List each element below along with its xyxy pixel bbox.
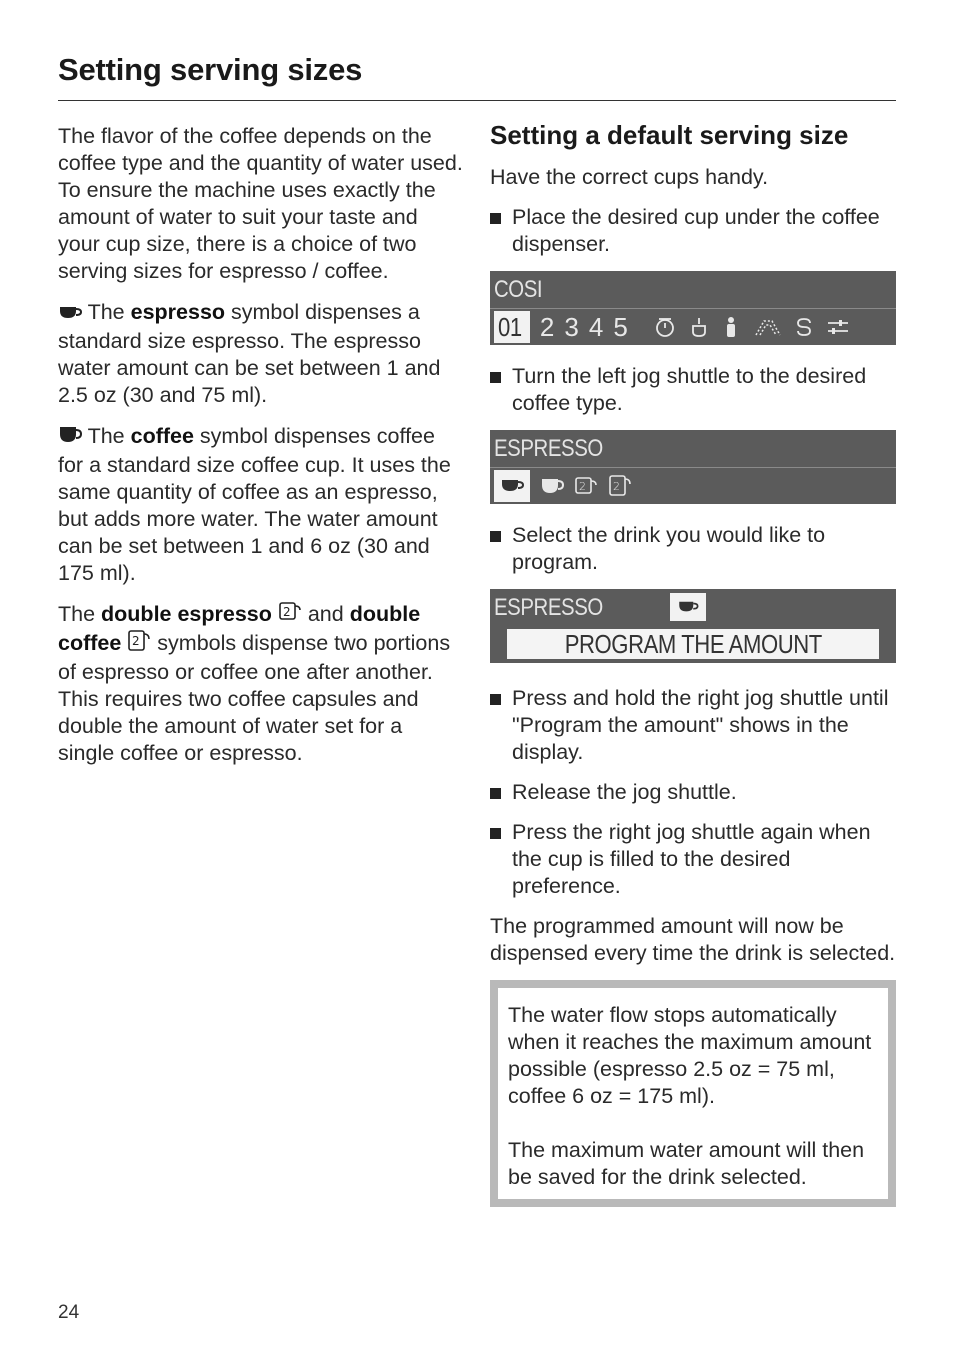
double-espresso-icon [278, 601, 302, 630]
espresso-selected-icon [670, 593, 706, 621]
step-select-drink: Select the drink you would like to program. [490, 522, 896, 576]
step-turn-left-shuttle: Turn the left jog shuttle to the desired coffee type. [490, 363, 896, 417]
display-top-row [490, 589, 896, 625]
cups-instruction: Have the correct cups handy. [490, 165, 769, 189]
note-box [490, 980, 896, 1207]
note-paragraph-2: The maximum water amount will then be saved for the drink selected. [508, 1138, 865, 1189]
svg-text:2: 2 [282, 605, 291, 619]
espresso-term: espresso [130, 300, 226, 324]
left-column [58, 123, 464, 781]
display-espresso [490, 430, 896, 504]
page-number: 24 [58, 1302, 80, 1323]
step-press-hold: Press and hold the right jog shuttle until "Program the amount" shows in the display. [490, 685, 896, 766]
display-title-row [490, 271, 896, 308]
svg-text:2: 2 [132, 634, 140, 648]
double-coffee-icon [127, 630, 151, 659]
steam-icon [794, 317, 814, 337]
coffee-icon [540, 476, 564, 496]
double-paragraph: The double espresso 2 and double coffee 2 symbols dispense two portions of espresso or coffee one after another. This requires two coffee capsules and double the amount of water set for a single coffee or espresso. [58, 602, 451, 765]
display-message-row [490, 625, 896, 663]
result-paragraph: The programmed amount will now be dispensed every time the drink is selected. [490, 914, 896, 965]
display-title: ESPRESSO [494, 593, 603, 621]
step-release: Release the jog shuttle. [490, 779, 896, 806]
timer-icon [654, 316, 676, 338]
espresso-paragraph: The espresso symbol dispenses a standard size espresso. The espresso water amount can be set between 1 and 2.5 oz (30 and 75 ml). [58, 300, 441, 407]
page-title: Setting serving sizes [58, 52, 363, 87]
double-coffee-term: double coffee [58, 602, 421, 655]
person-icon [724, 316, 738, 338]
display-drink-row [490, 467, 896, 504]
menu-item-5: 5 [613, 311, 628, 342]
coffee-paragraph: The coffee symbol dispenses coffee for a standard size coffee cup. It uses the same quantity of coffee as an espresso, but adds more water. The water amount can be set between 1 and 6 oz (30 and 175 ml). [58, 424, 451, 585]
double-espresso-icon [574, 475, 598, 497]
coffee-term: coffee [130, 424, 194, 448]
svg-text:2: 2 [579, 480, 586, 493]
display-cosi [490, 271, 896, 345]
display-program [490, 589, 896, 663]
espresso-cup-icon [58, 301, 82, 328]
cup-icon [690, 316, 708, 338]
rinse-icon [754, 317, 782, 337]
selected-item-01: 01 [494, 311, 530, 343]
display-menu-row [490, 308, 896, 345]
display-title-row [490, 430, 896, 467]
svg-text:2: 2 [613, 480, 620, 493]
display-title: ESPRESSO [494, 435, 603, 462]
display-title: COSI [494, 276, 543, 303]
double-espresso-term: double espresso [101, 602, 272, 626]
title-divider [58, 100, 896, 101]
note-paragraph-1: The water flow stops automatically when it reaches the maximum amount possible (espresso 2.5 oz = 75 ml, coffee 6 oz = 175 ml). [508, 1003, 872, 1108]
program-amount-message: PROGRAM THE AMOUNT [564, 628, 822, 659]
menu-item-4: 4 [588, 311, 604, 342]
intro-paragraph: The flavor of the coffee depends on the coffee type and the quantity of water used. To ensure the machine uses exactly the amount of water to suit your taste and your cup size, there is a choice of two serving sizes for espresso / coffee. [58, 124, 463, 283]
right-column [490, 118, 896, 1207]
step-place-cup: Place the desired cup under the coffee dispenser. [490, 204, 896, 258]
selected-espresso-icon [494, 470, 530, 502]
coffee-cup-icon [58, 425, 82, 452]
menu-item-3: 3 [564, 311, 579, 342]
settings-icon [826, 317, 850, 337]
menu-item-2: 2 [539, 311, 555, 342]
step-press-again: Press the right jog shuttle again when the cup is filled to the desired preference. [490, 819, 896, 900]
section-subtitle: Setting a default serving size [490, 120, 849, 150]
double-coffee-icon [608, 475, 632, 497]
